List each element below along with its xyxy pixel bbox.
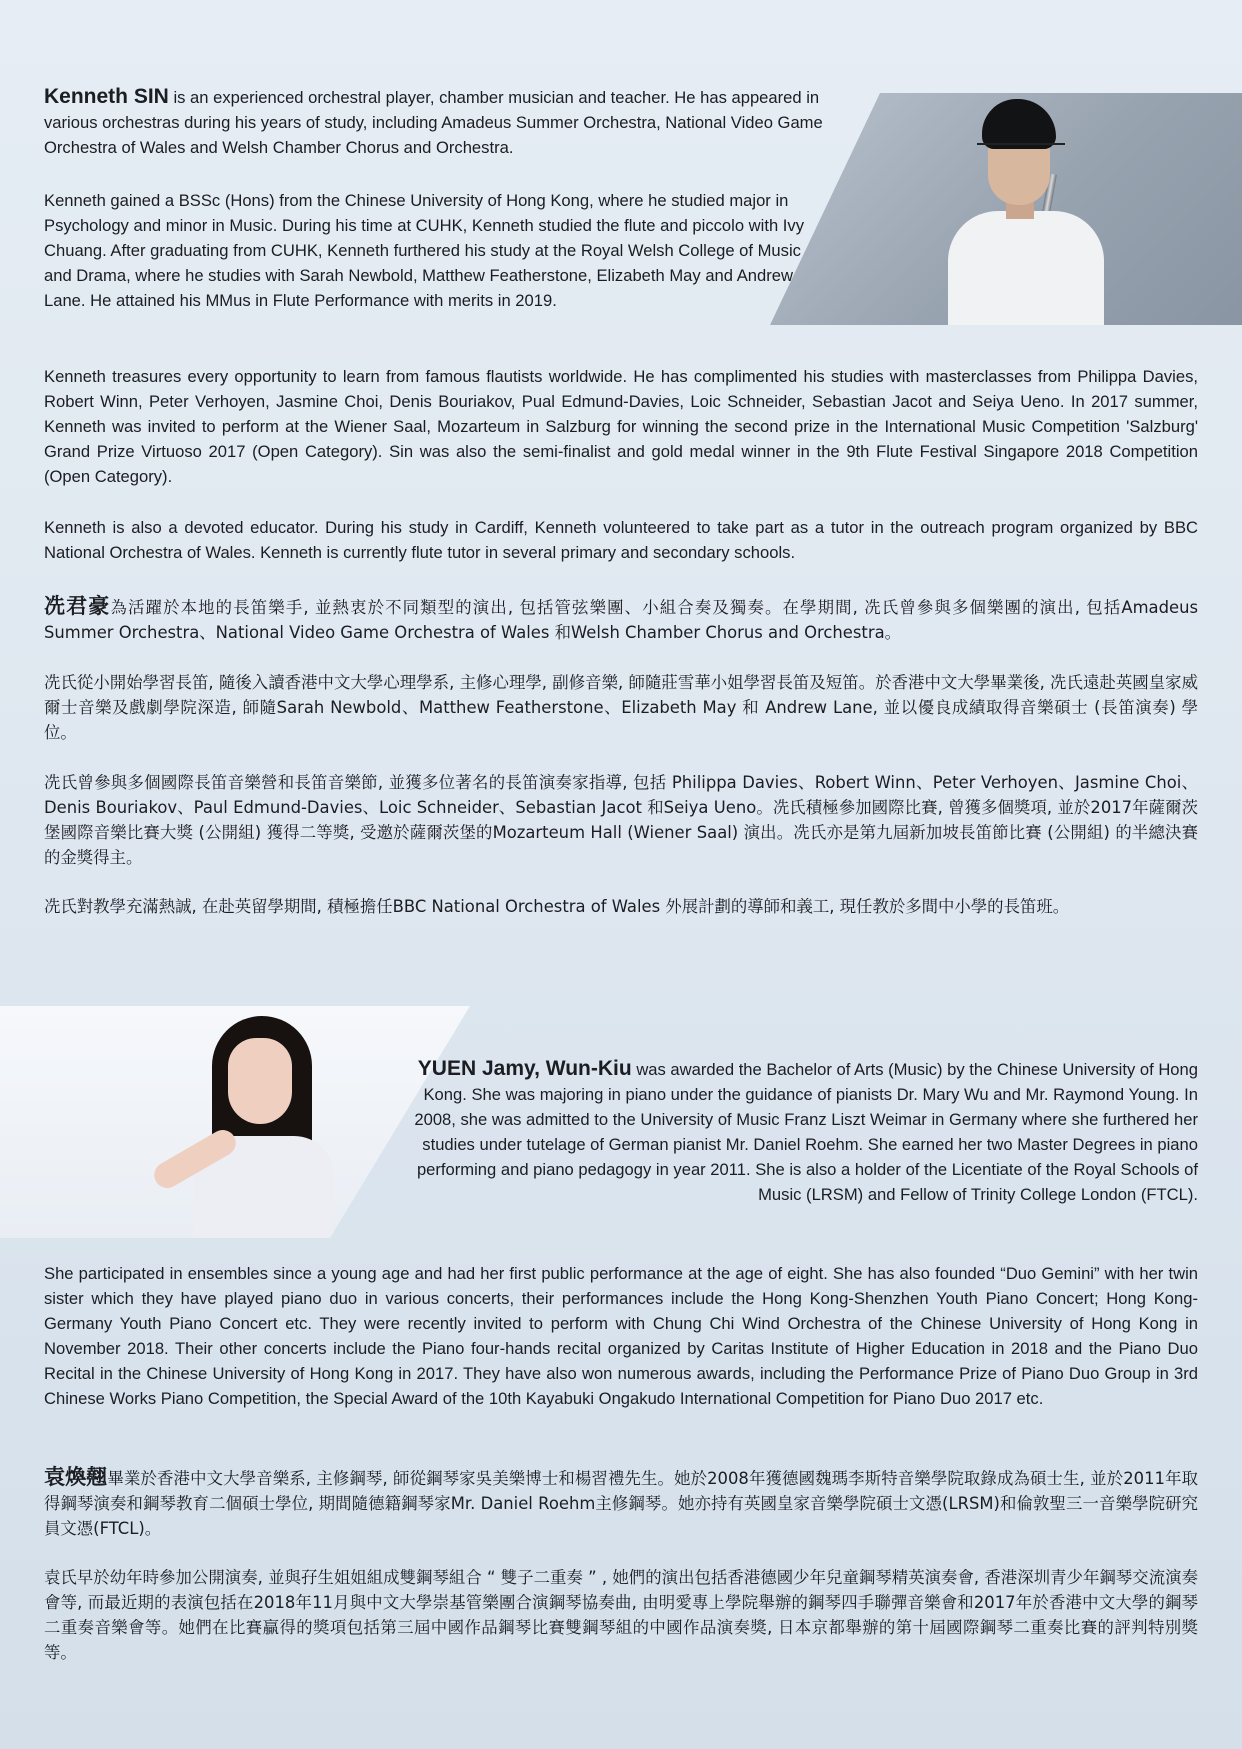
kenneth-bio-paragraph-1: Kenneth SIN is an experienced orchestral player, chamber musician and teacher. He has appeared in various orchestras during his years of study, including Amadeus Summer Orchestra, National Video Game Orchestra of Wales and Welsh Chamber Chorus and Orchestra. [44,85,823,157]
kenneth-chinese-name: 冼君豪 [44,594,111,618]
kenneth-chinese-paragraph-1: 冼君豪為活躍於本地的長笛樂手, 並熱衷於不同類型的演出, 包括管弦樂團、小組合奏及獨奏。在學期間, 冼氏曾參與多個樂團的演出, 包括Amadeus Summer Orchestra、National Video Game Orchestra of Wales 和Welsh Chamber Chorus and Orchestra。 [44,594,1198,642]
kenneth-bio-paragraph-2: Kenneth gained a BSSc (Hons) from the Chinese University of Hong Kong, where he studied major in Psychology and minor in Music. During his time at CUHK, Kenneth studied the flute and piccolo with Ivy Chuang. After graduating from CUHK, Kenneth furthered his study at the Royal Welsh College of Music and Drama, where he studies with Sarah Newbold, Matthew Featherstone, Elizabeth May and Andrew Lane. He attained his MMus in Flute Performance with merits in 2019. [44,191,804,310]
jamy-bio-paragraph-1: YUEN Jamy, Wun-Kiu was awarded the Bachelor of Arts (Music) by the Chinese University of Hong Kong. She was majoring in piano under the guidance of pianists Dr. Mary Wu and Mr. Raymond Young. In 2008, she was admitted to the University of Music Franz Liszt Weimar in Germany where she furthered her studies under tutelage of German pianist Mr. Daniel Roehm. She earned her two Master Degrees in piano performing and piano pedagogy in year 2011. She is also a holder of the Licentiate of the Royal Schools of Music (LRSM) and Fellow of Trinity College London (FTCL). [414,1057,1198,1204]
jamy-chinese-paragraph-2: 袁氏早於幼年時參加公開演奏, 並與孖生姐姐組成雙鋼琴組合 “ 雙子二重奏 ” , 她們的演出包括香港德國少年兒童鋼琴精英演奏會, 香港深圳青少年鋼琴交流演奏會等, 而最近期的表演包括在2018年11月與中文大學崇基管樂團合演鋼琴協奏曲, 由明愛專上學院舉辦的鋼琴四手聯彈音樂會和2017年於香港中文大學的鋼琴二重奏音樂會等。她們在比賽贏得的獎項包括第三屆中國作品鋼琴比賽雙鋼琴組的中國作品演奏獎, 日本京都舉辦的第十屆國際鋼琴二重奏比賽的評判特別獎等。 [44,1568,1198,1662]
jamy-bio-paragraph-2: She participated in ensembles since a young age and had her first public performance at the age of eight. She has also founded “Duo Gemini” with her twin sister which they have played piano duo in various concerts, their performances include the Hong Kong-Shenzhen Youth Piano Concert; Hong Kong-Germany Youth Piano Concert etc. They were recently invited to perform with Chung Chi Wind Orchestra of the Chinese University of Hong Kong in November 2018. Their other concerts include the Piano four-hands recital organized by Caritas Institute of Higher Education in 2018 and the Piano Duo Recital in the Chinese University of Hong Kong in 2017. They have also won numerous awards, including the Performance Prize of Piano Duo Group in 3rd Chinese Works Piano Competition, the Special Award of the 10th Kayabuki Ongakudo International Competition for Piano Duo 2017 etc. [44,1264,1198,1408]
jamy-chinese-paragraph-1: 袁煥翹畢業於香港中文大學音樂系, 主修鋼琴, 師從鋼琴家吳美樂博士和楊習禮先生。她於2008年獲德國魏瑪李斯特音樂學院取錄成為碩士生, 並於2011年取得鋼琴演奏和鋼琴教育二個碩士學位, 期間隨德籍鋼琴家Mr. Daniel Roehm主修鋼琴。她亦持有英國皇家音樂學院碩士文憑(LRSM)和倫敦聖三一音樂學院研究員文憑(FTCL)。 [44,1465,1198,1538]
kenneth-bio-paragraph-4: Kenneth is also a devoted educator. During his study in Cardiff, Kenneth volunteered to take part as a tutor in the outreach program organized by BBC National Orchestra of Wales. Kenneth is currently flute tutor in several primary and secondary schools. [44,518,1198,562]
kenneth-chinese-paragraph-2: 冼氏從小開始學習長笛, 隨後入讀香港中文大學心理學系, 主修心理學, 副修音樂, 師隨莊雪華小姐學習長笛及短笛。於香港中文大學畢業後, 冼氏遠赴英國皇家威爾士音樂及戲劇學院深造, 師隨Sarah Newbold、Matthew Featherstone、Elizabeth May 和 Andrew Lane, 並以優良成績取得音樂碩士 (長笛演奏) 學位。 [44,673,1198,742]
jamy-chinese-name: 袁煥翹 [44,1465,108,1489]
kenneth-name: Kenneth SIN [44,85,169,108]
jamy-name: YUEN Jamy, Wun-Kiu [417,1057,632,1080]
kenneth-chinese-paragraph-3: 冼氏曾參與多個國際長笛音樂營和長笛音樂節, 並獲多位著名的長笛演奏家指導, 包括 Philippa Davies、Robert Winn、Peter Verhoyen、Jasmine Choi、Denis Bouriakov、Paul Edmund-Davies、Loic Schneider、Sebastian Jacot 和Seiya Ueno。冼氏積極參加國際比賽, 曾獲多個獎項, 並於2017年薩爾茨堡國際音樂比賽大獎 (公開組) 獲得二等獎, 受邀於薩爾茨堡的Mozarteum Hall (Wiener Saal) 演出。冼氏亦是第九屆新加坡長笛節比賽 (公開組) 的半總決賽的金獎得主。 [44,773,1198,867]
kenneth-bio-paragraph-3: Kenneth treasures every opportunity to learn from famous flautists worldwide. He has complimented his studies with masterclasses from Philippa Davies, Robert Winn, Peter Verhoyen, Jasmine Choi, Denis Bouriakov, Pual Edmund-Davies, Loic Schneider, Sebastian Jacot and Seiya Ueno. In 2017 summer, Kenneth was invited to perform at the Wiener Saal, Mozarteum in Salzburg for winning the second prize in the International Music Competition 'Salzburg' Grand Prize Virtuoso 2017 (Open Category). Sin was also the semi-finalist and gold medal winner in the 9th Flute Festival Singapore 2018 Competition (Open Category). [44,367,1198,486]
kenneth-chinese-paragraph-4: 冼氏對教學充滿熱誠, 在赴英留學期間, 積極擔任BBC National Orchestra of Wales 外展計劃的導師和義工, 現任教於多間中小學的長笛班。 [44,897,1070,916]
